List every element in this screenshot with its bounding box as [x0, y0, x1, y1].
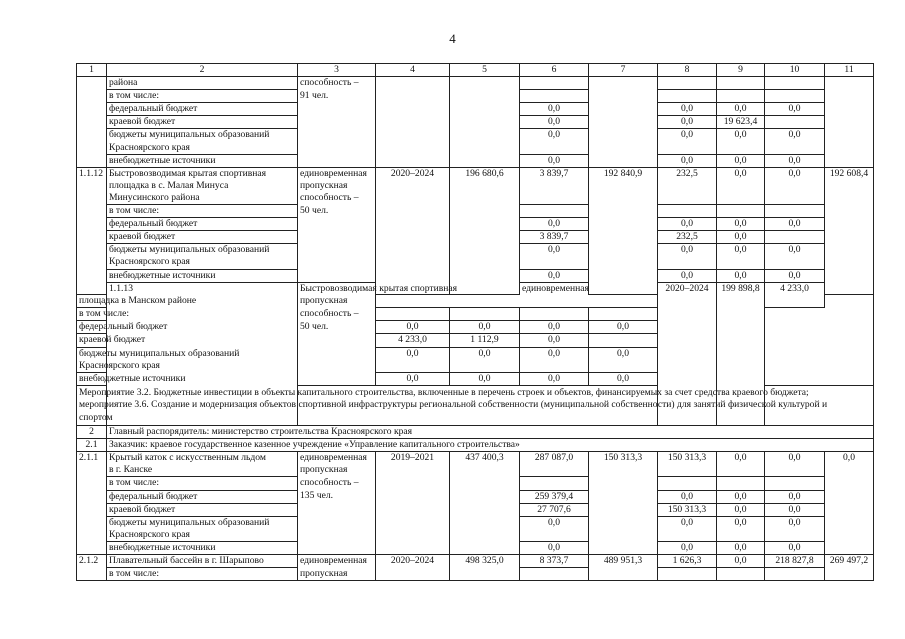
value-cell: 0,0 [717, 244, 765, 257]
object-name-cell: в г. Канске [107, 464, 298, 477]
value-cell: 0,0 [765, 269, 825, 282]
value-cell: 0,0 [717, 231, 765, 244]
value-cell: 27 707,6 [520, 503, 589, 516]
value-cell: 0,0 [520, 269, 589, 282]
value-cell: 0,0 [658, 116, 717, 129]
value-cell: 0,0 [376, 347, 450, 360]
value-cell: 0,0 [765, 452, 825, 477]
value-cell: 0,0 [765, 244, 825, 257]
capacity-cell: 91 чел. [298, 90, 376, 103]
value-cell: 0,0 [765, 516, 825, 529]
item-number: 2.1.1 [77, 452, 107, 555]
value-cell: 1 112,9 [450, 334, 520, 347]
capacity-cell: пропускная [298, 295, 376, 308]
value-cell: 3 839,7 [520, 231, 589, 244]
value-cell: 0,0 [520, 154, 589, 167]
value-cell: 192 840,9 [589, 167, 658, 294]
funding-source-cell: внебюджетные источники [77, 372, 107, 385]
value-cell: 3 839,7 [520, 167, 589, 204]
value-cell: 0,0 [717, 490, 765, 503]
capacity-cell: единовременная [298, 167, 376, 180]
total-cost-cell: 199 898,8 [717, 282, 765, 425]
value-cell: 0,0 [520, 372, 589, 385]
value-cell: 232,5 [658, 231, 717, 244]
funding-source-cell: внебюджетные источники [107, 154, 298, 167]
table-row [77, 452, 874, 465]
object-name-cell: Крытый каток с искусственным льдом [107, 452, 298, 465]
value-cell: 0,0 [658, 541, 717, 554]
value-cell: 0,0 [825, 452, 874, 555]
capacity-cell: 50 чел. [298, 321, 376, 334]
col-num-9: 9 [717, 64, 765, 77]
measures-note-line: Мероприятие 3.2. Бюджетные инвестиции в объекты капитального строительства, включенные в перечень строек и объектов, финансируемых за счет средства краевого бюджета; [79, 386, 809, 398]
measures-note-line: спортом [79, 411, 113, 423]
value-cell: 0,0 [765, 129, 825, 142]
object-name-cell: в том числе: [107, 90, 298, 103]
funding-source-cell: бюджеты муниципальных образований [107, 129, 298, 142]
value-cell: 4 233,0 [376, 334, 450, 347]
value-cell: 0,0 [450, 347, 520, 360]
col-num-3: 3 [298, 64, 376, 77]
object-name-cell: Быстровозводимая крытая спортивная [298, 282, 376, 295]
value-cell: 0,0 [717, 218, 765, 231]
value-cell: 0,0 [520, 244, 589, 257]
table-row [77, 167, 874, 180]
value-cell: 0,0 [717, 129, 765, 142]
object-name-cell: в том числе: [107, 205, 298, 218]
value-cell: 0,0 [658, 244, 717, 257]
value-cell: 0,0 [520, 218, 589, 231]
funding-source-cell: Красноярского края [107, 142, 298, 155]
capacity-cell: способность – [298, 192, 376, 205]
value-cell: 0,0 [658, 490, 717, 503]
value-cell: 489 951,3 [589, 555, 658, 581]
funding-source-cell: бюджеты муниципальных образований [107, 516, 298, 529]
section-number: 2.1 [77, 439, 107, 452]
value-cell: 0,0 [765, 154, 825, 167]
funding-source-cell: бюджеты муниципальных образований [107, 244, 298, 257]
value-cell: 1 626,3 [658, 555, 717, 568]
value-cell: 4 233,0 [765, 282, 825, 308]
funding-source-cell: краевой бюджет [107, 231, 298, 244]
period-cell: 2019–2021 [376, 452, 450, 555]
table-row [77, 555, 874, 568]
measures-note-line: мероприятие 3.6. Создание и модернизация объектов спортивной инфраструктуры региональной собственности (муниципальной собственности) для занятий физической культурой и [79, 399, 828, 411]
funding-source-cell: Красноярского края [107, 529, 298, 542]
section-row [77, 439, 874, 452]
object-name-cell: площадка в с. Малая Минуса [107, 180, 298, 192]
total-cost-cell: 437 400,3 [450, 452, 520, 555]
capacity-cell: способность – [298, 308, 376, 321]
budget-table [76, 63, 874, 581]
col-num-7: 7 [589, 64, 658, 77]
item-number: 1.1.13 [107, 282, 298, 425]
value-cell: 269 497,2 [825, 555, 874, 581]
value-cell: 150 313,3 [658, 452, 717, 477]
value-cell: 259 379,4 [520, 490, 589, 503]
value-cell: 0,0 [717, 154, 765, 167]
column-number-row [77, 64, 874, 77]
value-cell: 0,0 [450, 372, 520, 385]
funding-source-cell: федеральный бюджет [107, 103, 298, 116]
value-cell: 0,0 [658, 103, 717, 116]
value-cell: 0,0 [376, 372, 450, 385]
funding-source-cell: краевой бюджет [107, 116, 298, 129]
capacity-cell: 50 чел. [298, 205, 376, 218]
funding-source-cell: краевой бюджет [107, 503, 298, 516]
table-row [77, 77, 874, 90]
value-cell: 0,0 [765, 167, 825, 204]
capacity-cell: способность – [298, 77, 376, 90]
period-cell: 2020–2024 [376, 167, 450, 294]
measures-note [77, 385, 874, 425]
col-num-2: 2 [107, 64, 298, 77]
value-cell: 192 608,4 [825, 167, 874, 294]
value-cell: 8 373,7 [520, 555, 589, 568]
col-num-11: 11 [825, 64, 874, 77]
value-cell: 0,0 [520, 541, 589, 554]
capacity-cell: способность – [298, 477, 376, 490]
object-name-cell: Плавательный бассейн в г. Шарыпово [107, 555, 298, 568]
value-cell: 150 313,3 [658, 503, 717, 516]
total-cost-cell: 196 680,6 [450, 167, 520, 294]
value-cell: 0,0 [450, 321, 520, 334]
section-row [77, 426, 874, 439]
value-cell: 19 623,4 [717, 116, 765, 129]
value-cell: 0,0 [520, 516, 589, 529]
object-name-cell: в том числе: [107, 477, 298, 490]
object-name-cell: Быстровозводимая крытая спортивная [107, 167, 298, 180]
section-title: Заказчик: краевое государственное казенное учреждение «Управление капитального строительства» [107, 439, 874, 452]
value-cell: 0,0 [765, 218, 825, 231]
funding-source-cell: бюджеты муниципальных образований [77, 347, 107, 360]
col-num-4: 4 [376, 64, 450, 77]
value-cell: 0,0 [658, 516, 717, 529]
object-name-cell: района [107, 77, 298, 90]
col-num-10: 10 [765, 64, 825, 77]
capacity-cell: пропускная [298, 568, 376, 581]
value-cell: 0,0 [520, 116, 589, 129]
object-name-cell: в том числе: [77, 308, 107, 321]
measures-note-row [77, 385, 874, 425]
col-num-6: 6 [520, 64, 589, 77]
value-cell: 0,0 [765, 490, 825, 503]
value-cell: 0,0 [765, 541, 825, 554]
value-cell: 0,0 [717, 555, 765, 568]
capacity-cell: 135 чел. [298, 490, 376, 503]
col-num-5: 5 [450, 64, 520, 77]
capacity-cell: единовременная [298, 555, 376, 568]
capacity-cell: пропускная [298, 180, 376, 192]
value-cell: 0,0 [658, 218, 717, 231]
value-cell: 0,0 [520, 129, 589, 142]
funding-source-cell: федеральный бюджет [107, 218, 298, 231]
value-cell: 0,0 [658, 154, 717, 167]
value-cell: 0,0 [717, 452, 765, 477]
col-num-8: 8 [658, 64, 717, 77]
value-cell: 232,5 [658, 167, 717, 204]
value-cell: 0,0 [765, 503, 825, 516]
funding-source-cell: краевой бюджет [77, 334, 107, 347]
value-cell: 0,0 [658, 269, 717, 282]
value-cell: 0,0 [520, 347, 589, 360]
item-number: 1.1.12 [77, 167, 107, 294]
value-cell: 0,0 [589, 321, 658, 334]
value-cell: 0,0 [520, 334, 589, 347]
value-cell: 0,0 [717, 269, 765, 282]
funding-source-cell: федеральный бюджет [77, 321, 107, 334]
value-cell: 0,0 [520, 321, 589, 334]
funding-source-cell: Красноярского края [107, 256, 298, 269]
value-cell: 0,0 [589, 372, 658, 385]
period-cell: 2020–2024 [376, 555, 450, 581]
funding-source-cell: Красноярского края [77, 360, 107, 373]
value-cell: 0,0 [717, 516, 765, 529]
capacity-cell: пропускная [298, 464, 376, 477]
total-cost-cell: 498 325,0 [450, 555, 520, 581]
value-cell: 0,0 [717, 103, 765, 116]
funding-source-cell: внебюджетные источники [107, 541, 298, 554]
funding-source-cell: внебюджетные источники [107, 269, 298, 282]
value-cell: 0,0 [717, 503, 765, 516]
value-cell: 150 313,3 [589, 452, 658, 555]
col-num-1: 1 [77, 64, 107, 77]
value-cell: 0,0 [589, 347, 658, 360]
item-number: 2.1.2 [77, 555, 107, 581]
object-name-cell: Минусинского района [107, 192, 298, 205]
capacity-cell: единовременная [520, 282, 589, 295]
value-cell: 0,0 [658, 129, 717, 142]
funding-source-cell: федеральный бюджет [107, 490, 298, 503]
value-cell: 0,0 [717, 541, 765, 554]
value-cell: 218 827,8 [765, 555, 825, 568]
section-number: 2 [77, 426, 107, 439]
period-cell: 2020–2024 [658, 282, 717, 425]
value-cell: 0,0 [376, 321, 450, 334]
value-cell: 0,0 [520, 103, 589, 116]
value-cell: 0,0 [717, 167, 765, 204]
capacity-cell: единовременная [298, 452, 376, 465]
value-cell: 287 087,0 [520, 452, 589, 477]
section-title: Главный распорядитель: министерство строительства Красноярского края [107, 426, 874, 439]
value-cell: 0,0 [765, 103, 825, 116]
object-name-cell: площадка в Манском районе [77, 295, 107, 308]
object-name-cell: в том числе: [107, 568, 298, 581]
page-number: 4 [449, 31, 456, 46]
